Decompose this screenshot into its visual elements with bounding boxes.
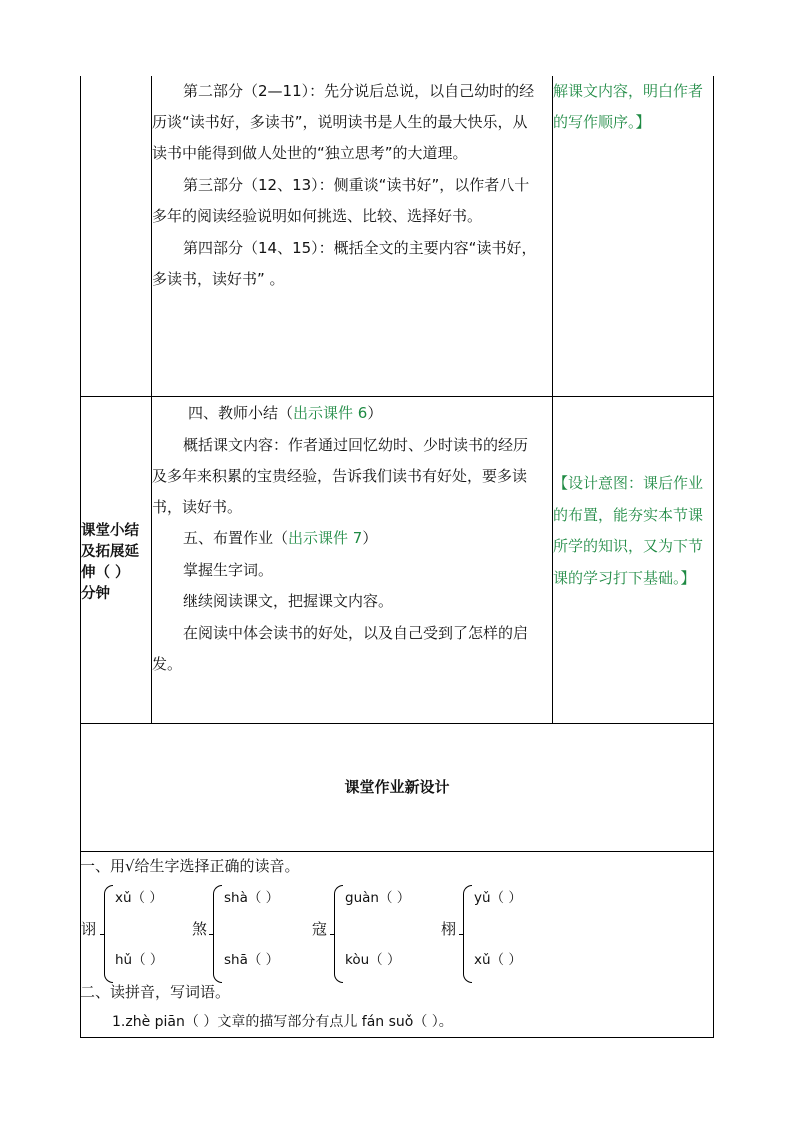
column-divider (552, 76, 553, 724)
exercise2-title: 二、读拼音，写词语。 (80, 983, 231, 1001)
homework-heading (183, 523, 377, 554)
design-note-1-line1: 解课文内容，明白作者 (553, 82, 704, 100)
row-label-line3: 伸（ ） (81, 565, 130, 581)
exercise1-char-2: 煞 (192, 920, 208, 938)
brace-2 (213, 885, 222, 983)
row-label-line2: 及拓展延 (81, 544, 139, 560)
section-title: 课堂作业新设计 (344, 778, 450, 796)
brace-1 (104, 885, 113, 983)
exercise1-option-2a: shà（ ） (224, 890, 280, 906)
summary-p2: 及多年来积累的宝贵经验，告诉我们读书有好处，要多读 (152, 467, 528, 485)
homework-item2: 继续阅读课文，把握课文内容。 (183, 592, 394, 610)
table-bottom-border (80, 1037, 714, 1038)
exercise1-char-1: 诩 (81, 920, 97, 938)
exercise1-option-1a: xǔ（ ） (115, 890, 163, 906)
part2-line3: 读书中能得到做人处世的“独立思考”的大道理。 (152, 144, 468, 162)
summary-p3: 书，读好书。 (152, 498, 243, 516)
exercise2-q1: 1.zhè piān（ ）文章的描写部分有点儿 fán suǒ（ ）。 (112, 1014, 453, 1030)
design-note-1-line2: 的写作顺序。】 (553, 113, 651, 131)
exercise1-option-3a: guàn（ ） (345, 890, 411, 906)
homework-heading-suffix: ） (362, 529, 378, 547)
exercise1-char-4: 栩 (441, 920, 457, 938)
design-note-2-line3: 所学的知识，又为下节 (553, 537, 704, 555)
part2-line1: 第二部分（2—11）：先分说后总说，以自己幼时的经 (183, 82, 535, 100)
part3-line1: 第三部分（12、13）：侧重谈“读书好”，以作者八十 (183, 176, 530, 194)
exercise1-option-2b: shā（ ） (224, 952, 280, 968)
summary-courseware-link: 出示课件 6 (293, 404, 368, 422)
homework-item3a: 在阅读中体会读书的好处，以及自己受到了怎样的启 (183, 624, 529, 642)
design-note-2-line1: 【设计意图：课后作业 (553, 474, 704, 492)
column-divider (151, 76, 152, 724)
part2-line2: 历谈“读书好，多读书”，说明读书是人生的最大快乐，从 (152, 113, 528, 131)
homework-courseware-link: 出示课件 7 (288, 529, 363, 547)
row-divider (80, 396, 714, 397)
row-label-line4: 分钟 (81, 586, 110, 602)
brace-3 (334, 885, 343, 983)
summary-heading-prefix: 四、教师小结（ (188, 404, 294, 422)
exercise1-title: 一、用√给生字选择正确的读音。 (80, 857, 300, 875)
summary-p1: 概括课文内容：作者通过回忆幼时、少时读书的经历 (183, 436, 529, 454)
brace-4 (463, 885, 472, 983)
part3-line2: 多年的阅读经验说明如何挑选、比较、选择好书。 (152, 207, 483, 225)
summary-heading (188, 398, 382, 429)
exercise1-option-1b: hǔ（ ） (115, 952, 164, 968)
row-divider (80, 723, 714, 724)
part4-line2: 多读书，读好书” 。 (152, 270, 285, 288)
row-label-line1: 课堂小结 (81, 523, 139, 539)
exercise1-option-3b: kòu（ ） (345, 952, 401, 968)
summary-heading-suffix: ） (367, 404, 383, 422)
design-note-2-line2: 的布置，能夯实本节课 (553, 506, 704, 524)
exercise1-char-3: 寇 (312, 920, 328, 938)
homework-heading-prefix: 五、布置作业（ (183, 529, 289, 547)
homework-item1: 掌握生字词。 (183, 561, 274, 579)
exercise1-option-4b: xǔ（ ） (474, 952, 522, 968)
homework-item3b: 发。 (152, 655, 183, 673)
part4-line1: 第四部分（14、15）：概括全文的主要内容“读书好， (183, 239, 537, 257)
table-right-border (713, 76, 714, 1038)
design-note-2-line4: 课的学习打下基础。】 (553, 569, 696, 587)
exercise1-option-4a: yǔ（ ） (474, 890, 522, 906)
